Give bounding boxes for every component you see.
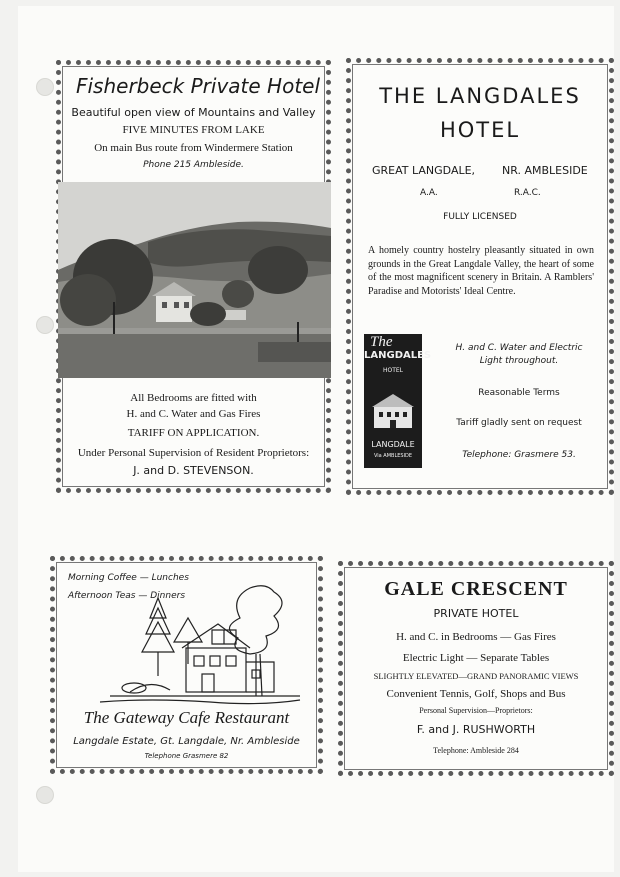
langdales-rac: R.A.C. — [514, 188, 541, 198]
label-the: The — [370, 334, 393, 350]
langdales-tariff: Tariff gladly sent on request — [456, 418, 582, 428]
gateway-menu-dinners: Dinners — [150, 591, 186, 601]
label-langdale: LANGDALE — [371, 440, 415, 449]
label-langdales: LANGDALES — [364, 350, 432, 361]
fisherbeck-bedrooms-2: H. and C. Water and Gas Fires — [126, 408, 261, 420]
gateway-menu-coffee: Morning Coffee — [68, 573, 137, 583]
gale-line-4: Convenient Tennis, Golf, Shops and Bus — [386, 688, 566, 700]
hotel-landscape-photo — [58, 182, 331, 378]
gale-line-2: Electric Light — Separate Tables — [402, 652, 550, 664]
fisherbeck-bedrooms-1: All Bedrooms are fitted with — [130, 392, 257, 404]
fisherbeck-supervision: Under Personal Supervision of Resident Proprietors: — [77, 447, 310, 459]
gateway-cafe-advert — [50, 556, 323, 774]
gale-subtitle: PRIVATE HOTEL — [433, 607, 519, 620]
label-via: Via AMBLESIDE — [373, 453, 413, 459]
fisherbeck-tagline: Beautiful open view of Mountains and Valley — [71, 106, 316, 119]
label-hotel: HOTEL — [382, 367, 404, 374]
gateway-name: The Gateway Cafe Restaurant — [83, 708, 290, 727]
langdales-licence: FULLY LICENSED — [443, 212, 517, 222]
gateway-address: Langdale Estate, Gt. Langdale, Nr. Ambleside — [73, 736, 300, 747]
gale-line-1: H. and C. in Bedrooms — Gas Fires — [396, 631, 556, 643]
gale-crescent-advert — [338, 561, 614, 776]
langdales-title-2: HOTEL — [439, 118, 521, 142]
fisherbeck-bus: On main Bus route from Windermere Station — [94, 142, 293, 154]
gateway-menu-teas: Afternoon Teas — [68, 591, 136, 601]
langdales-description: A homely country hostelry pleasantly situated in own grounds in the Great Langdale Valley, the heart of some of the most magnificent scenery in Britain. A Ramblers' Paradise and Motorists' Ideal Centre. — [368, 245, 594, 297]
fisherbeck-proprietors: J. and D. STEVENSON. — [133, 464, 254, 477]
fisherbeck-advert — [56, 60, 331, 493]
langdales-title-1: THE LANGDALES — [379, 84, 581, 108]
langdales-aa: A.A. — [420, 188, 438, 198]
gale-name: GALE CRESCENT — [384, 578, 568, 600]
gale-telephone: Telephone: Ambleside 284 — [433, 746, 519, 755]
punch-hole-top — [36, 78, 54, 96]
langdales-label-image — [364, 334, 432, 468]
gale-line-3: SLIGHTLY ELEVATED—GRAND PANORAMIC VIEWS — [373, 671, 579, 681]
langdales-telephone: Telephone: Grasmere 53. — [462, 450, 576, 460]
langdales-location-left: GREAT LANGDALE, — [372, 164, 476, 177]
gateway-menu-dash-2: — — [138, 591, 148, 601]
label-hotel-drawing-icon — [370, 386, 416, 434]
langdales-advert — [346, 58, 614, 495]
punch-hole-middle — [36, 316, 54, 334]
gateway-telephone: Telephone Grasmere 82 — [144, 752, 229, 760]
fisherbeck-tariff: TARIFF ON APPLICATION. — [127, 427, 260, 439]
fisherbeck-distance: FIVE MINUTES FROM LAKE — [122, 124, 265, 136]
fisherbeck-title: Fisherbeck Private Hotel — [76, 74, 321, 98]
gale-line-5: Personal Supervision—Proprietors: — [419, 706, 533, 715]
punch-hole-bottom — [36, 786, 54, 804]
gale-proprietors: F. and J. RUSHWORTH — [416, 723, 536, 736]
langdales-location-right: NR. AMBLESIDE — [502, 164, 588, 177]
cafe-building-illustration — [90, 578, 310, 708]
gateway-menu-dash-1: — — [139, 573, 149, 583]
langdales-terms: Reasonable Terms — [478, 388, 560, 398]
gateway-menu-lunches: Lunches — [151, 573, 189, 583]
langdales-water: H. and C. Water and Electric Light throughout. — [455, 343, 583, 366]
fisherbeck-phone: Phone 215 Ambleside. — [143, 160, 244, 170]
